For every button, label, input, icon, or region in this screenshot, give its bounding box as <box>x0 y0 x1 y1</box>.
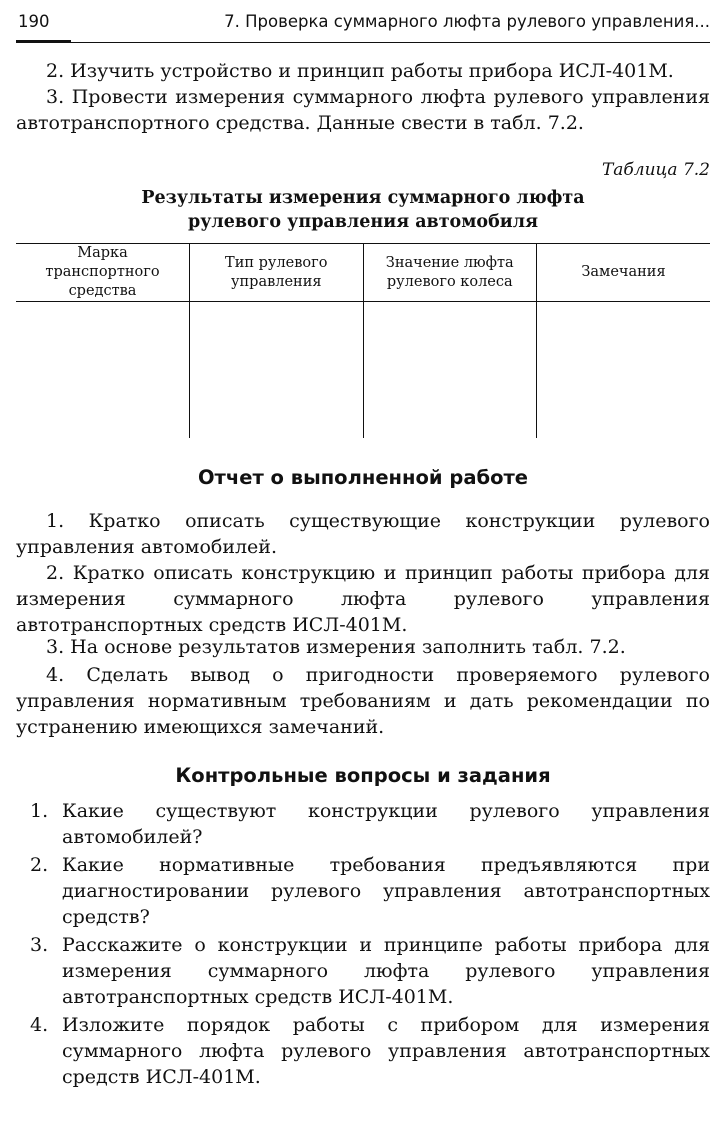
table-header-row <box>16 244 710 302</box>
table-row <box>16 302 710 439</box>
column-header-play-value: Значение люфта рулевого колеса <box>363 244 537 302</box>
header-rule <box>16 42 710 43</box>
task-item-3: 3. Провести измерения суммарного люфта рулевого управления автотранспортного средства. Данные свести в табл. 7.2. <box>16 86 710 134</box>
report-item-4: 4. Сделать вывод о пригодности проверяемого рулевого управления нормативным требованиям и дать рекомендации по устранению имеющихся замечаний. <box>16 664 710 738</box>
table-caption: Таблица 7.2 <box>601 160 710 180</box>
table-cell <box>537 302 711 439</box>
column-header-remarks: Замечания <box>537 244 711 302</box>
column-header-vehicle-brand: Марка транспортного средства <box>16 244 190 302</box>
report-heading: Отчет о выполненной работе <box>197 466 529 489</box>
list-item <box>16 852 710 930</box>
task-item-2: 2. Изучить устройство и принцип работы прибора ИСЛ-401М. <box>46 60 674 82</box>
table-title <box>16 186 710 234</box>
questions-heading: Контрольные вопросы и задания <box>175 764 551 787</box>
list-item <box>16 1012 710 1090</box>
question-text: Какие существуют конструкции рулевого управления автомобилей? <box>62 800 710 848</box>
question-number: 1. <box>30 800 49 822</box>
list-item <box>16 798 710 850</box>
results-table <box>16 243 710 438</box>
list-item <box>16 932 710 1010</box>
chapter-title: 7. Проверка суммарного люфта рулевого управления... <box>224 12 710 31</box>
question-text: Изложите порядок работы с прибором для измерения суммарного люфта рулевого управления автотранспортных средств ИСЛ-401М. <box>62 1014 710 1088</box>
question-number: 2. <box>30 854 49 876</box>
table-cell <box>363 302 537 439</box>
question-number: 4. <box>30 1014 49 1036</box>
report-item-2: 2. Кратко описать конструкцию и принцип работы прибора для измерения суммарного люфта рулевого управления автотранспортных средств ИСЛ-401М. <box>16 562 710 636</box>
report-item-3: 3. На основе результатов измерения заполнить табл. 7.2. <box>46 636 626 658</box>
table-cell <box>190 302 364 439</box>
questions-list <box>16 798 710 1092</box>
table-title-line-2: рулевого управления автомобиля <box>187 212 539 232</box>
question-number: 3. <box>30 934 49 956</box>
running-header <box>16 8 710 40</box>
column-header-steering-type: Тип рулевого управления <box>190 244 364 302</box>
question-text: Какие нормативные требования предъявляются при диагностировании рулевого управления автотранспортных средств? <box>62 854 710 928</box>
report-item-1: 1. Кратко описать существующие конструкции рулевого управления автомобилей. <box>16 510 710 558</box>
page-number: 190 <box>18 12 50 31</box>
question-text: Расскажите о конструкции и принципе работы прибора для измерения суммарного люфта рулевого управления автотранспортных средств ИСЛ-401М. <box>62 934 710 1008</box>
table-cell <box>16 302 190 439</box>
table-title-line-1: Результаты измерения суммарного люфта <box>141 188 585 208</box>
